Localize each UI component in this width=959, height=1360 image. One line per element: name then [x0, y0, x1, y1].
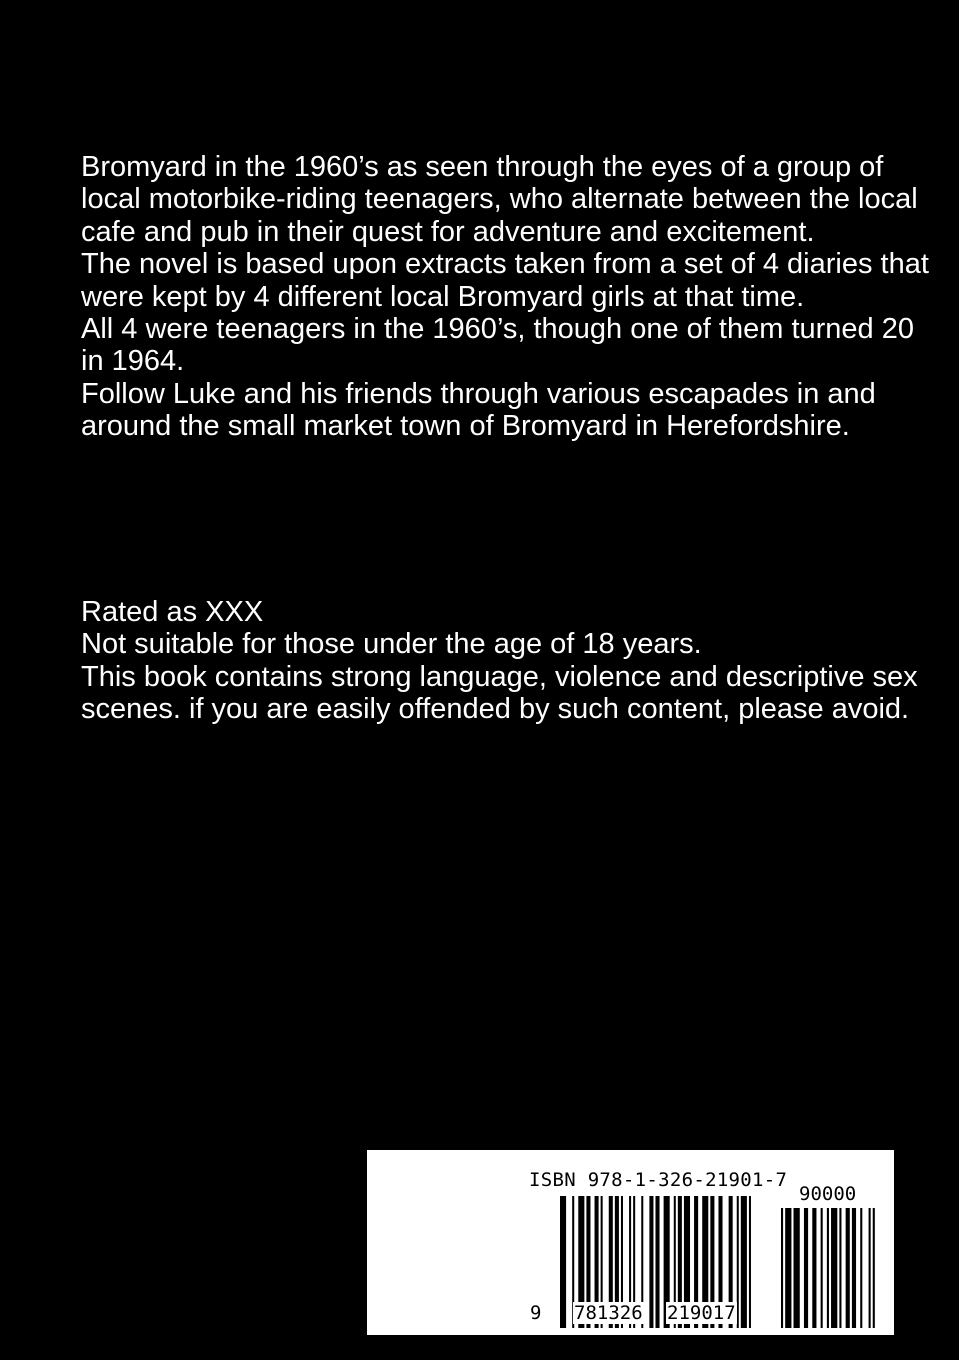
- price-addon-code: 90000: [799, 1183, 857, 1205]
- barcode-bar: [649, 1196, 653, 1328]
- blurb-paragraph-4: Follow Luke and his friends through various escapades in and around the small market town of Bromyard in Herefordshire.: [81, 377, 876, 443]
- barcode-bar: [737, 1196, 739, 1328]
- barcode-bar: [794, 1208, 800, 1328]
- barcode-bar: [785, 1208, 791, 1328]
- barcode-bar: [749, 1196, 751, 1328]
- isbn-barcode: [367, 1150, 894, 1335]
- barcode-first-digit: 9: [530, 1302, 542, 1324]
- content-warning: [81, 596, 941, 726]
- addon-barcode-bars: [781, 1208, 879, 1328]
- barcode-bar: [804, 1208, 808, 1328]
- barcode-bar: [812, 1208, 816, 1328]
- back-cover-blurb: [81, 151, 941, 443]
- barcode-bar: [839, 1208, 841, 1328]
- barcode-bar: [781, 1208, 783, 1328]
- barcode-bar: [741, 1196, 747, 1328]
- barcode-left-group: 781326: [574, 1302, 643, 1324]
- barcode-bar: [873, 1208, 875, 1328]
- barcode-bar: [821, 1208, 823, 1328]
- isbn-label: ISBN 978-1-326-21901-7: [529, 1169, 788, 1191]
- barcode-bar: [860, 1208, 862, 1328]
- blurb-paragraph-2: The novel is based upon extracts taken from a set of 4 diaries that were kept by 4 different local Bromyard girls at that time.: [81, 248, 929, 313]
- barcode-bar: [852, 1208, 856, 1328]
- blurb-paragraph-3: All 4 were teenagers in the 1960’s, though one of them turned 20 in 1964.: [81, 313, 914, 378]
- rating-line: Rated as XXX: [81, 596, 264, 628]
- barcode-bar: [827, 1208, 829, 1328]
- barcode-right-group: 219017: [667, 1302, 736, 1324]
- barcode-bar: [831, 1208, 837, 1328]
- content-notice: This book contains strong language, violence and descriptive sex scenes. if you are easily offended by such content, please avoid.: [81, 660, 918, 726]
- barcode-bar: [560, 1196, 566, 1328]
- barcode-bar: [869, 1208, 871, 1328]
- blurb-paragraph-1: Bromyard in the 1960’s as seen through the eyes of a group of local motorbike-riding teenagers, who alternate between the local cafe and pub in their quest for adventure and excitement.: [81, 151, 918, 248]
- age-notice: Not suitable for those under the age of 18 years.: [81, 628, 702, 661]
- barcode-bar: [846, 1208, 850, 1328]
- barcode-bar: [655, 1196, 659, 1328]
